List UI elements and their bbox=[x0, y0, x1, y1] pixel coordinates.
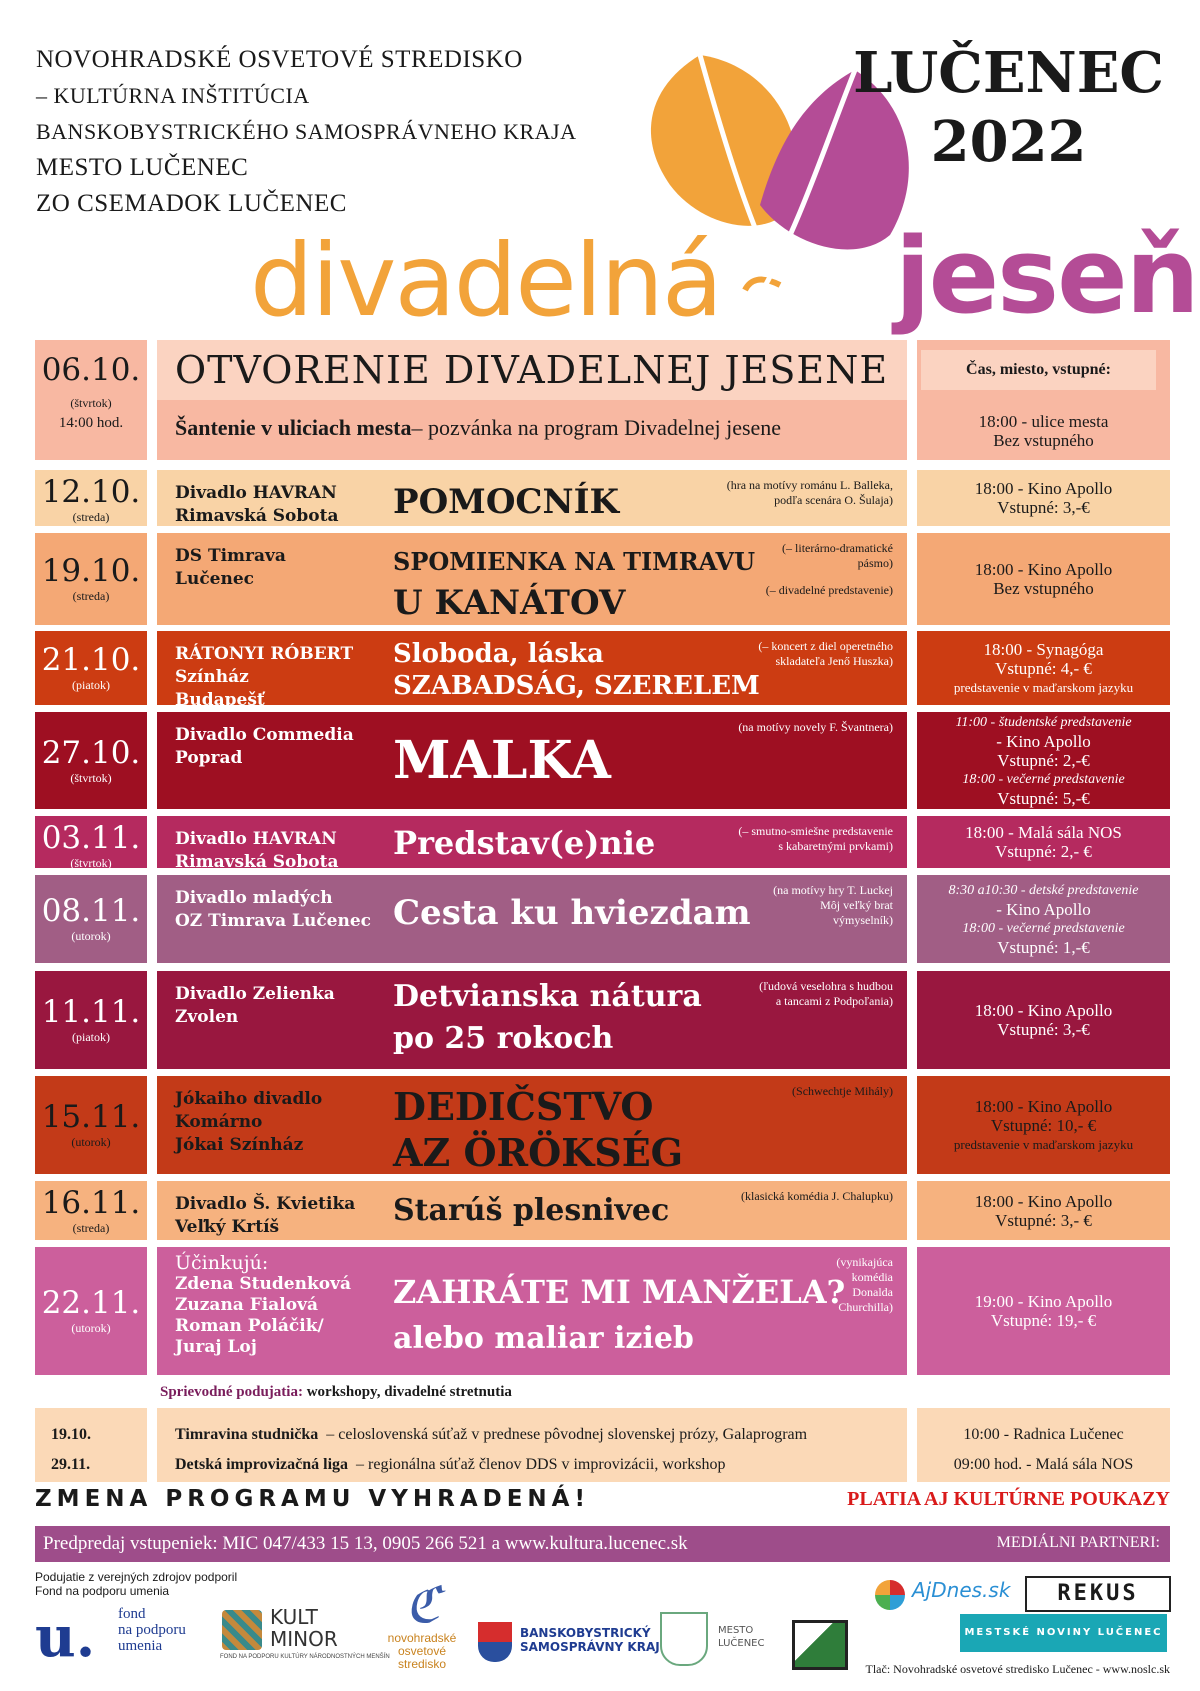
organizer-line: ZO CSEMADOK LUČENEC bbox=[36, 190, 347, 217]
note-line: (– koncert z diel operetného bbox=[758, 639, 893, 653]
city-year bbox=[853, 40, 1164, 178]
note-line: Churchilla) bbox=[838, 1300, 893, 1314]
info-line: 18:00 - Kino Apollo bbox=[974, 479, 1113, 498]
event-title: AZ ÖRÖKSÉG bbox=[393, 1130, 684, 1175]
program-change-notice: ZMENA PROGRAMU VYHRADENÁ! bbox=[35, 1486, 590, 1512]
organizer-line: – KULTÚRNA INŠTITÚCIA bbox=[36, 83, 310, 108]
event-organizer bbox=[175, 1088, 322, 1157]
presale-text: Predpredaj vstupeniek: MIC 047/433 15 13, 0905 266 521 a www.kultura.lucenec.sk bbox=[43, 1533, 688, 1554]
info-line: 18:00 - Malá sála NOS bbox=[965, 823, 1122, 842]
organizer-line: Divadlo mladých bbox=[175, 888, 333, 908]
event-time: 14:00 hod. bbox=[58, 415, 124, 431]
organizer-line: Lučenec bbox=[175, 569, 255, 589]
organizer-line: DS Timrava bbox=[175, 546, 286, 566]
bbsk-crest-icon bbox=[478, 1622, 512, 1662]
note-line: podľa scenára O. Šulaja) bbox=[774, 493, 893, 507]
opening-title: OTVORENIE DIVADELNEJ JESENE bbox=[175, 348, 889, 392]
organizer-line: Poprad bbox=[175, 748, 243, 768]
presale-bar bbox=[35, 1526, 1170, 1562]
note-line: pásmo) bbox=[857, 556, 893, 570]
organizer-line: Účinkujú: bbox=[175, 1252, 269, 1274]
note-line: komédia bbox=[851, 1270, 893, 1284]
event-title: Starúš plesnivec bbox=[393, 1193, 670, 1228]
info-line: 18:00 - Kino Apollo bbox=[974, 1191, 1113, 1211]
organizer-line: Budapešť bbox=[175, 690, 265, 710]
note-line: (– literárno-dramatické bbox=[782, 541, 893, 555]
note-line: (klasická komédia J. Chalupku) bbox=[741, 1189, 893, 1203]
event-title: Sloboda, láska bbox=[393, 639, 604, 669]
info-line: Vstupné: 3,-€ bbox=[997, 1020, 1090, 1039]
side-name: Timravina studnička bbox=[175, 1426, 319, 1443]
side-events-row bbox=[35, 1408, 1170, 1482]
side-info: 10:00 - Radnica Lučenec bbox=[963, 1426, 1124, 1443]
info-line: 18:00 - večerné predstavenie bbox=[962, 772, 1125, 787]
note-line: výmyselník) bbox=[833, 913, 893, 927]
event-note bbox=[738, 720, 893, 735]
organizer-line: Roman Poláčik/ bbox=[175, 1316, 324, 1336]
event-organizer bbox=[175, 724, 354, 770]
organizer-line: Divadlo Š. Kvietika bbox=[175, 1194, 356, 1214]
event-organizer bbox=[175, 1253, 351, 1358]
note-line: (vynikajúca bbox=[836, 1255, 893, 1269]
kult-minor-logo-icon bbox=[222, 1610, 262, 1650]
year: 2022 bbox=[930, 109, 1087, 175]
organizer-line: RÁTONYI RÓBERT bbox=[175, 644, 354, 664]
info-header: Čas, miesto, vstupné: bbox=[921, 350, 1156, 390]
info-line: 18:00 - Kino Apollo bbox=[974, 1096, 1113, 1116]
info-line: Bez vstupného bbox=[993, 579, 1094, 598]
info-line: 18:00 - ulice mesta bbox=[978, 412, 1109, 431]
organizer-line: Komárno bbox=[175, 1112, 263, 1132]
organizer-line: Zdena Studenková bbox=[175, 1274, 351, 1294]
organizer-line: NOVOHRADSKÉ OSVETOVÉ STREDISKO bbox=[36, 46, 523, 73]
event-day: (utorok) bbox=[71, 929, 111, 943]
note-line: (na motívy hry T. Luckej bbox=[773, 883, 893, 897]
event-row bbox=[35, 712, 1170, 809]
info-line: Vstupné: 10,- € bbox=[990, 1115, 1097, 1135]
info-line: - Kino Apollo bbox=[996, 732, 1091, 751]
event-note bbox=[727, 478, 893, 508]
event-note bbox=[792, 1084, 893, 1099]
note-line: (na motívy novely F. Švantnera) bbox=[738, 720, 893, 734]
note-line: a tancami z Podpoľania) bbox=[775, 994, 893, 1008]
event-organizer bbox=[175, 482, 338, 528]
info-line: 18:00 - večerné predstavenie bbox=[962, 921, 1125, 936]
organizer-line: Zuzana Fialová bbox=[175, 1295, 318, 1315]
event-title: SZABADSÁG, SZERELEM bbox=[393, 671, 760, 701]
organizer-line: Veľký Krtíš bbox=[175, 1217, 280, 1237]
info-line: Vstupné: 3,- € bbox=[995, 1210, 1092, 1230]
logo-text: SAMOSPRÁVNY KRAJ bbox=[520, 1640, 660, 1654]
logo-word-jesen: jeseň bbox=[895, 215, 1198, 337]
note-line: (Schwechtje Mihály) bbox=[792, 1084, 893, 1098]
event-date: 06.10. bbox=[41, 352, 141, 388]
event-note bbox=[758, 639, 893, 669]
noviny-logo: MESTSKÉ NOVINY LUČENEC bbox=[960, 1614, 1167, 1652]
logo-text: KULT bbox=[270, 1605, 318, 1629]
event-organizer bbox=[175, 828, 338, 874]
organizer-line: Jókai Színház bbox=[175, 1135, 304, 1155]
organizer-line: Juraj Loj bbox=[175, 1337, 257, 1357]
event-title: alebo maliar izieb bbox=[393, 1321, 694, 1356]
note-line: (– divadelné predstavenie) bbox=[765, 583, 893, 597]
event-date: 22.11. bbox=[41, 1285, 141, 1321]
info-line: Vstupné: 19,- € bbox=[990, 1311, 1097, 1330]
event-day: (štvrtok) bbox=[70, 396, 112, 410]
logo-text: osvetové bbox=[397, 1644, 447, 1658]
organizer-line: Divadlo HAVRAN bbox=[175, 829, 337, 849]
event-note bbox=[738, 824, 893, 854]
info-line: Vstupné: 3,-€ bbox=[997, 498, 1090, 517]
event-date: 12.10. bbox=[41, 474, 141, 510]
ajdnes-logo-icon bbox=[875, 1580, 905, 1610]
event-row bbox=[35, 1076, 1170, 1174]
media-partners-label: MEDIÁLNI PARTNERI: bbox=[996, 1534, 1160, 1551]
event-note bbox=[773, 883, 893, 928]
ajdnes-text: AjDnes.sk bbox=[912, 1578, 1011, 1602]
info-line: 8:30 a10:30 - detské predstavenie bbox=[948, 883, 1139, 898]
side-text: workshopy, divadelné stretnutia bbox=[306, 1384, 512, 1400]
event-row bbox=[35, 533, 1170, 625]
organizer-line: Zvolen bbox=[175, 1007, 239, 1027]
event-title: MALKA bbox=[393, 730, 611, 791]
event-day: (streda) bbox=[72, 1221, 110, 1235]
nos-logo-icon: ℭ bbox=[405, 1576, 441, 1634]
logo-word-divadelna: divadelná bbox=[250, 222, 722, 339]
organizer-line: Színház bbox=[175, 667, 249, 687]
opening-subtitle: – pozvánka na program Divadelnej jesene bbox=[411, 415, 782, 440]
city-name: LUČENEC bbox=[853, 40, 1164, 106]
info-line: Vstupné: 2,-€ bbox=[997, 751, 1090, 770]
event-row bbox=[35, 1181, 1170, 1240]
note-line: (hra na motívy románu L. Balleka, bbox=[726, 478, 893, 492]
info-line: Vstupné: 2,- € bbox=[995, 842, 1092, 861]
organizer-line: Jókaiho divadlo bbox=[175, 1089, 323, 1109]
event-organizer bbox=[175, 983, 335, 1029]
event-title: Predstav(e)nie bbox=[393, 824, 656, 862]
logo-text: MINOR bbox=[270, 1627, 338, 1651]
info-line: 18:00 - Synagóga bbox=[983, 639, 1104, 659]
logo-text: MESTO bbox=[718, 1625, 754, 1636]
side-date: 19.10. bbox=[51, 1426, 91, 1443]
event-title: POMOCNÍK bbox=[393, 482, 620, 522]
event-date: 21.10. bbox=[41, 642, 141, 678]
note-line: s kabaretnými prvkami) bbox=[778, 839, 893, 853]
event-row bbox=[35, 816, 1170, 872]
event-day: (piatok) bbox=[72, 1030, 110, 1044]
note-line: (ľudová veselohra s hudbou bbox=[759, 979, 893, 993]
info-line: Vstupné: 4,- € bbox=[995, 658, 1092, 678]
organizer-line: Divadlo HAVRAN bbox=[175, 483, 337, 503]
organizer-line: Rimavská Sobota bbox=[175, 852, 339, 872]
info-line: 11:00 - študentské predstavenie bbox=[955, 715, 1132, 730]
logo-text: umenia bbox=[118, 1638, 163, 1654]
logo-text: na podporu bbox=[118, 1622, 186, 1638]
event-note bbox=[836, 1255, 893, 1315]
side-desc: – celoslovenská súťaž v prednese pôvodnej slovenskej prózy, Galaprogram bbox=[326, 1426, 808, 1443]
event-day: (streda) bbox=[72, 589, 110, 603]
side-label: Sprievodné podujatia: bbox=[160, 1384, 303, 1400]
logo-text: stredisko bbox=[397, 1657, 447, 1671]
logo-text: LUČENEC bbox=[718, 1638, 765, 1649]
event-date: 16.11. bbox=[41, 1185, 141, 1221]
event-note bbox=[759, 979, 893, 1009]
organizer-line: BANSKOBYSTRICKÉHO SAMOSPRÁVNEHO KRAJA bbox=[36, 119, 577, 144]
info-line: 18:00 - Kino Apollo bbox=[974, 1001, 1113, 1020]
organizer-line: Rimavská Sobota bbox=[175, 506, 339, 526]
event-title: U KANÁTOV bbox=[393, 583, 626, 623]
logo-text: fond bbox=[118, 1606, 146, 1622]
event-row bbox=[35, 971, 1170, 1069]
side-date: 29.11. bbox=[51, 1456, 91, 1473]
opening-subtitle-bold: Šantenie v uliciach mesta bbox=[175, 415, 412, 440]
vouchers-notice: PLATIA AJ KULTÚRNE POUKAZY bbox=[847, 1488, 1170, 1510]
opening-row bbox=[35, 340, 1170, 460]
event-title: SPOMIENKA NA TIMRAVU bbox=[393, 547, 756, 576]
event-date: 27.10. bbox=[41, 734, 141, 771]
event-date: 03.11. bbox=[41, 820, 141, 856]
event-note bbox=[741, 1189, 893, 1204]
organizer-line: Divadlo Zelienka bbox=[175, 984, 335, 1004]
city-crest-icon bbox=[660, 1612, 708, 1666]
logo-text: FOND NA PODPORU KULTÚRY NÁRODNOSTNÝCH MENŠÍN bbox=[220, 1654, 390, 1660]
support-text bbox=[35, 1570, 237, 1598]
info-line: - Kino Apollo bbox=[996, 900, 1091, 919]
event-row bbox=[35, 631, 1170, 710]
note-line: Donalda bbox=[852, 1285, 893, 1299]
event-day: (štvrtok) bbox=[70, 770, 112, 785]
event-date: 08.11. bbox=[41, 893, 141, 929]
event-title: po 25 rokoch bbox=[393, 1021, 614, 1056]
event-title: DEDIČSTVO bbox=[393, 1084, 654, 1129]
event-date: 19.10. bbox=[41, 553, 141, 589]
info-line: Bez vstupného bbox=[993, 431, 1094, 450]
organizer-line: OZ Timrava Lučenec bbox=[175, 911, 372, 931]
info-line: predstavenie v maďarskom jazyku bbox=[953, 1136, 1134, 1152]
event-row bbox=[35, 470, 1170, 526]
event-organizer bbox=[175, 545, 286, 591]
organizer-line: MESTO LUČENEC bbox=[36, 154, 249, 181]
event-note bbox=[766, 541, 893, 598]
info-line: 18:00 - Kino Apollo bbox=[974, 560, 1113, 579]
event-day: (utorok) bbox=[71, 1321, 111, 1335]
support-line: Podujatie z verejných zdrojov podporil bbox=[35, 1570, 238, 1584]
event-title: Cesta ku hviezdam bbox=[393, 893, 751, 933]
info-line: 19:00 - Kino Apollo bbox=[974, 1292, 1113, 1311]
print-info: Tlač: Novohradské osvetové stredisko Lučenec - www.noslc.sk bbox=[865, 1662, 1170, 1676]
info-line: Vstupné: 5,-€ bbox=[997, 789, 1090, 808]
support-line: Fond na podporu umenia bbox=[35, 1584, 170, 1598]
event-day: (utorok) bbox=[71, 1135, 111, 1149]
event-date: 15.11. bbox=[41, 1099, 141, 1135]
info-line: Vstupné: 1,-€ bbox=[997, 938, 1090, 957]
logo-text: BANSKOBYSTRICKÝ bbox=[520, 1626, 651, 1640]
fpu-logo-icon: u. bbox=[35, 1604, 96, 1670]
note-line: skladateľa Jenő Huszka) bbox=[775, 654, 893, 668]
organizer-line: Divadlo Commedia bbox=[175, 725, 354, 745]
event-day: (streda) bbox=[72, 510, 110, 524]
side-info: 09:00 hod. - Malá sála NOS bbox=[953, 1456, 1134, 1473]
event-organizer bbox=[175, 887, 371, 933]
event-organizer bbox=[175, 1193, 355, 1239]
event-row bbox=[35, 875, 1170, 963]
event-date: 11.11. bbox=[41, 994, 141, 1030]
event-day: (piatok) bbox=[72, 678, 110, 692]
note-line: (– smutno-smiešne predstavenie bbox=[738, 824, 893, 838]
rekus-logo: REKUS bbox=[1025, 1576, 1171, 1612]
event-title: Detvianska nátura bbox=[393, 979, 702, 1014]
theater-logo-icon bbox=[792, 1620, 848, 1670]
event-row bbox=[35, 1247, 1170, 1375]
note-line: Môj veľký brat bbox=[820, 898, 893, 912]
side-events-label bbox=[160, 1384, 512, 1401]
side-name: Detská improvizačná liga bbox=[175, 1456, 349, 1473]
logo-text: novohradské bbox=[387, 1631, 457, 1645]
event-day: (štvrtok) bbox=[70, 856, 112, 870]
event-organizer bbox=[175, 643, 353, 712]
event-title: ZAHRÁTE MI MANŽELA? bbox=[393, 1273, 846, 1311]
side-desc: – regionálna súťaž členov DDS v improvizácii, workshop bbox=[356, 1456, 726, 1473]
organizers bbox=[36, 42, 576, 222]
info-line: predstavenie v maďarskom jazyku bbox=[953, 679, 1134, 695]
